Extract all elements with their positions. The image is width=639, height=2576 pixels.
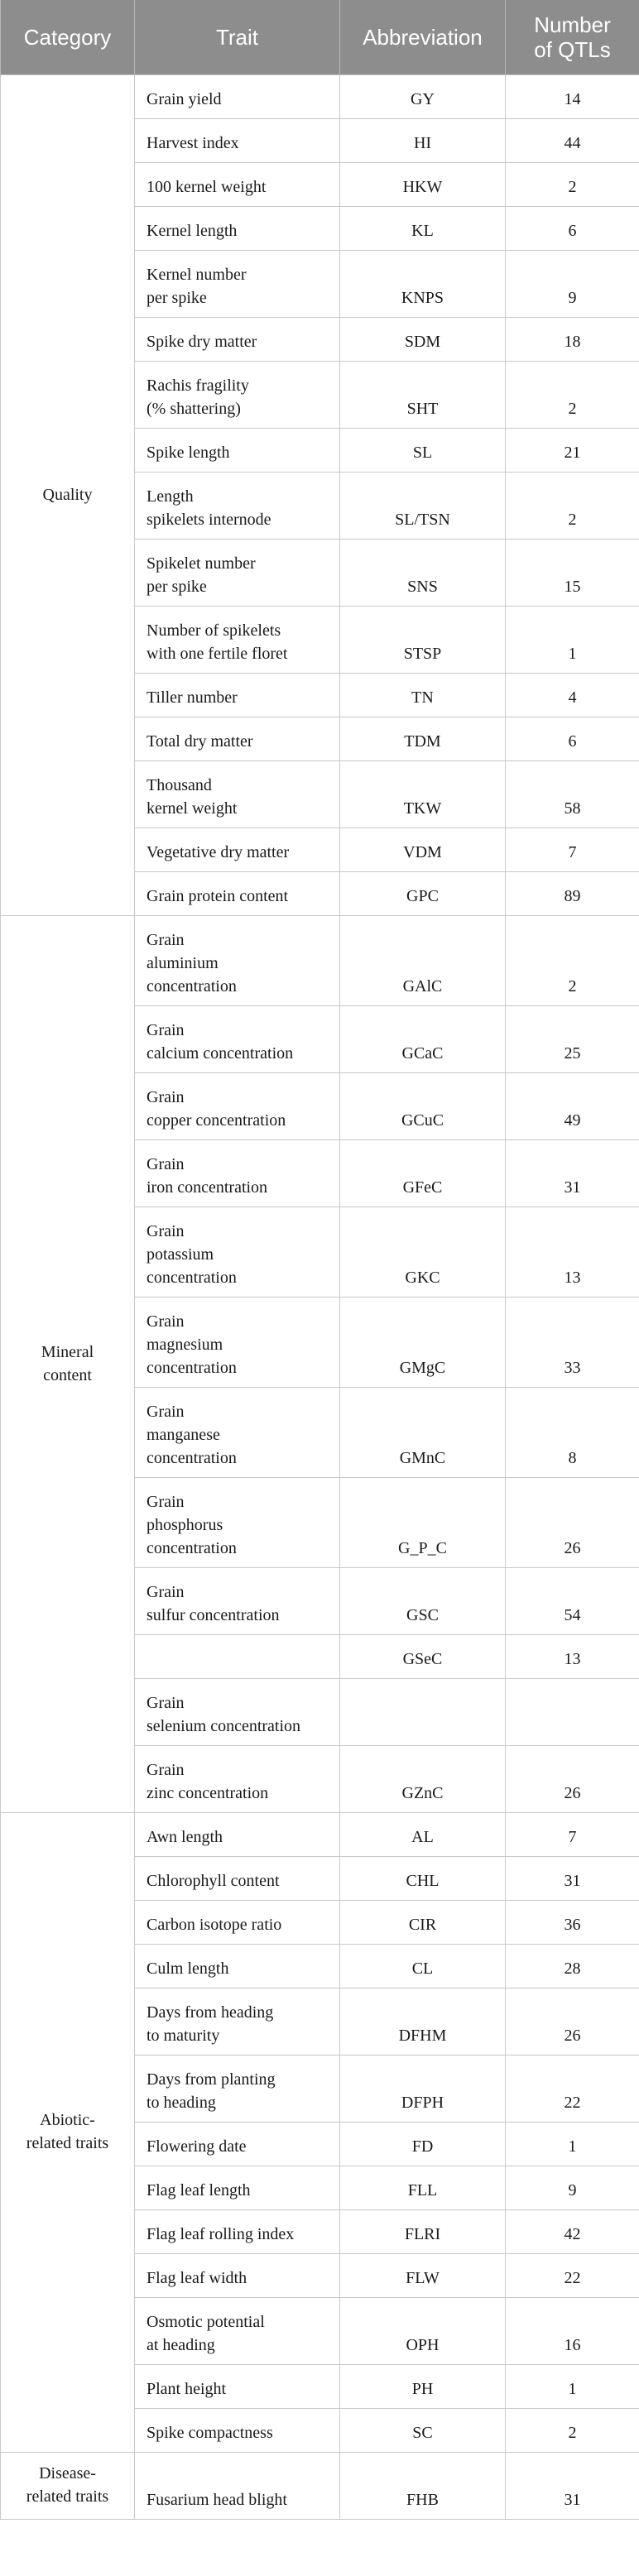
abbreviation-cell: PH [340,2365,506,2409]
abbreviation-cell: TKW [340,761,506,828]
abbreviation-cell [340,1679,506,1746]
trait-cell: Grain potassium concentration [135,1207,340,1298]
qtl-count-cell: 54 [506,1568,639,1635]
trait-cell: Grain iron concentration [135,1140,340,1207]
abbreviation-cell: GFeC [340,1140,506,1207]
abbreviation-cell: GKC [340,1207,506,1298]
trait-cell: Awn length [135,1813,340,1857]
table-row [1,75,639,119]
trait-cell: Flowering date [135,2123,340,2166]
table-row [1,2453,639,2520]
header-trait: Trait [135,0,340,75]
qtl-count-cell: 6 [506,717,639,761]
abbreviation-cell: SL [340,429,506,473]
qtl-count-cell: 26 [506,1746,639,1813]
trait-cell: Chlorophyll content [135,1857,340,1901]
abbreviation-cell: DFHM [340,1988,506,2056]
abbreviation-cell: SC [340,2409,506,2453]
trait-cell: Total dry matter [135,717,340,761]
trait-cell: Spikelet number per spike [135,540,340,607]
abbreviation-cell: SDM [340,318,506,362]
qtl-count-cell: 9 [506,2166,639,2210]
abbreviation-cell: GCuC [340,1073,506,1140]
abbreviation-cell: OPH [340,2298,506,2365]
qtl-count-cell: 33 [506,1298,639,1388]
qtl-count-cell: 9 [506,251,639,318]
qtl-count-cell [506,1679,639,1746]
trait-cell: Grain protein content [135,872,340,916]
abbreviation-cell: KNPS [340,251,506,318]
qtl-count-cell: 31 [506,1140,639,1207]
qtl-count-cell: 89 [506,872,639,916]
abbreviation-cell: SNS [340,540,506,607]
qtl-count-cell: 2 [506,473,639,540]
abbreviation-cell: HI [340,119,506,163]
trait-cell: Grain sulfur concentration [135,1568,340,1635]
abbreviation-cell: GSC [340,1568,506,1635]
trait-cell: Kernel number per spike [135,251,340,318]
trait-cell: Grain manganese concentration [135,1388,340,1478]
qtl-count-cell: 22 [506,2056,639,2123]
abbreviation-cell: GPC [340,872,506,916]
trait-cell: Kernel length [135,207,340,251]
abbreviation-cell: GY [340,75,506,119]
trait-cell [135,1635,340,1679]
abbreviation-cell: AL [340,1813,506,1857]
trait-cell: Grain selenium concentration [135,1679,340,1746]
trait-cell: Harvest index [135,119,340,163]
trait-cell: Grain phosphorus concentration [135,1478,340,1568]
table-row [1,1813,639,1857]
qtl-count-cell: 6 [506,207,639,251]
header-category: Category [1,0,135,75]
category-disease-related-traits: Disease- related traits [1,2453,135,2520]
abbreviation-cell: FLL [340,2166,506,2210]
abbreviation-cell: GCaC [340,1006,506,1073]
category-abiotic-related-traits: Abiotic- related traits [1,1813,135,2453]
qtl-count-cell: 2 [506,362,639,429]
trait-cell: Osmotic potential at heading [135,2298,340,2365]
abbreviation-cell: SHT [340,362,506,429]
trait-cell: 100 kernel weight [135,163,340,207]
qtl-count-cell: 1 [506,607,639,674]
qtl-count-cell: 7 [506,828,639,872]
abbreviation-cell: HKW [340,163,506,207]
trait-cell: Thousand kernel weight [135,761,340,828]
trait-cell: Grain copper concentration [135,1073,340,1140]
qtl-count-cell: 28 [506,1945,639,1988]
trait-cell: Flag leaf length [135,2166,340,2210]
abbreviation-cell: FLW [340,2254,506,2298]
trait-cell: Grain zinc concentration [135,1746,340,1813]
trait-cell: Number of spikelets with one fertile floret [135,607,340,674]
qtl-count-cell: 42 [506,2210,639,2254]
qtl-count-cell: 22 [506,2254,639,2298]
qtl-count-cell: 16 [506,2298,639,2365]
header-row [1,0,639,75]
qtl-count-cell: 13 [506,1207,639,1298]
abbreviation-cell: GMgC [340,1298,506,1388]
qtl-count-cell: 31 [506,2453,639,2520]
qtl-count-cell: 26 [506,1478,639,1568]
trait-cell: Vegetative dry matter [135,828,340,872]
trait-cell: Grain aluminium concentration [135,916,340,1006]
trait-cell: Length spikelets internode [135,473,340,540]
trait-cell: Culm length [135,1945,340,1988]
abbreviation-cell: KL [340,207,506,251]
qtl-count-cell: 36 [506,1901,639,1945]
trait-cell: Days from heading to maturity [135,1988,340,2056]
qtl-count-cell: 14 [506,75,639,119]
qtl-count-cell: 15 [506,540,639,607]
trait-cell: Rachis fragility (% shattering) [135,362,340,429]
qtl-count-cell: 58 [506,761,639,828]
header-abbreviation: Abbreviation [340,0,506,75]
qtl-count-cell: 25 [506,1006,639,1073]
qtl-count-cell: 21 [506,429,639,473]
qtl-count-cell: 49 [506,1073,639,1140]
abbreviation-cell: FD [340,2123,506,2166]
trait-cell: Spike length [135,429,340,473]
qtl-count-cell: 2 [506,2409,639,2453]
category-quality: Quality [1,75,135,916]
header-qtl-count: Number of QTLs [506,0,639,75]
abbreviation-cell: SL/TSN [340,473,506,540]
trait-cell: Plant height [135,2365,340,2409]
abbreviation-cell: GSeC [340,1635,506,1679]
abbreviation-cell: CHL [340,1857,506,1901]
trait-cell: Flag leaf width [135,2254,340,2298]
category-mineral-content: Mineral content [1,916,135,1813]
abbreviation-cell: GAlC [340,916,506,1006]
abbreviation-cell: GMnC [340,1388,506,1478]
qtl-count-cell: 1 [506,2365,639,2409]
qtl-count-cell: 4 [506,674,639,717]
abbreviation-cell: FLRI [340,2210,506,2254]
abbreviation-cell: CL [340,1945,506,1988]
qtl-count-cell: 18 [506,318,639,362]
trait-cell: Grain yield [135,75,340,119]
trait-cell: Grain calcium concentration [135,1006,340,1073]
qtl-count-cell: 44 [506,119,639,163]
qtl-count-cell: 2 [506,163,639,207]
abbreviation-cell: TN [340,674,506,717]
abbreviation-cell: VDM [340,828,506,872]
abbreviation-cell: TDM [340,717,506,761]
trait-cell: Spike compactness [135,2409,340,2453]
trait-cell: Grain magnesium concentration [135,1298,340,1388]
qtl-count-cell: 8 [506,1388,639,1478]
qtl-count-cell: 2 [506,916,639,1006]
abbreviation-cell: G_P_C [340,1478,506,1568]
abbreviation-cell: STSP [340,607,506,674]
qtl-count-cell: 1 [506,2123,639,2166]
qtl-count-cell: 7 [506,1813,639,1857]
trait-cell: Carbon isotope ratio [135,1901,340,1945]
abbreviation-cell: GZnC [340,1746,506,1813]
trait-cell: Tiller number [135,674,340,717]
qtl-count-cell: 13 [506,1635,639,1679]
abbreviation-cell: DFPH [340,2056,506,2123]
table-row [1,916,639,1006]
trait-cell: Spike dry matter [135,318,340,362]
trait-cell: Flag leaf rolling index [135,2210,340,2254]
abbreviation-cell: FHB [340,2453,506,2520]
qtl-count-cell: 31 [506,1857,639,1901]
qtl-count-cell: 26 [506,1988,639,2056]
trait-cell: Days from planting to heading [135,2056,340,2123]
abbreviation-cell: CIR [340,1901,506,1945]
trait-cell: Fusarium head blight [135,2453,340,2520]
